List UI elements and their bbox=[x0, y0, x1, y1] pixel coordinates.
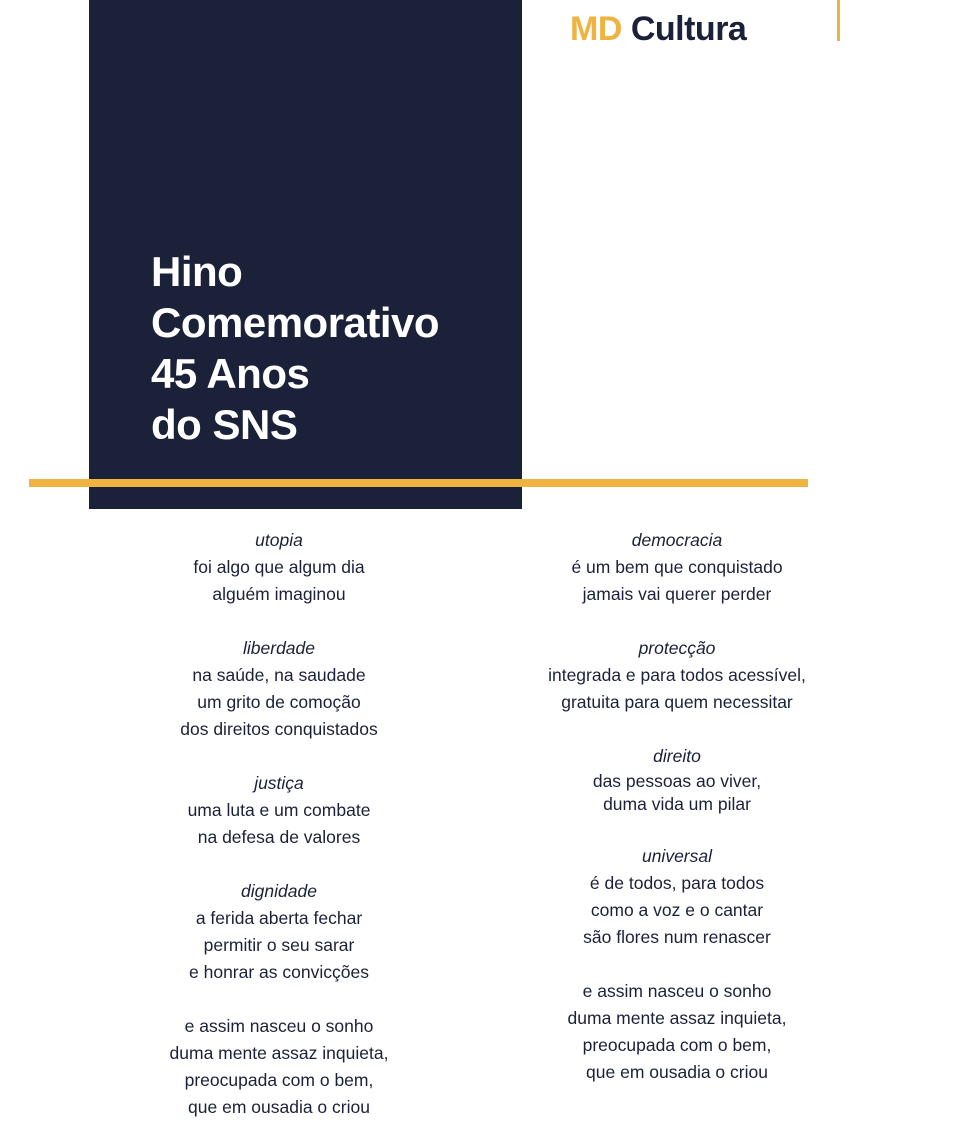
verse-line: jamais vai querer perder bbox=[582, 584, 772, 604]
stanza-keyword: protecção bbox=[638, 638, 716, 658]
verse-line: é um bem que conquistado bbox=[571, 557, 783, 577]
title-line: Comemorativo bbox=[151, 299, 440, 346]
verse-line: que em ousadia o criou bbox=[586, 1062, 768, 1082]
poem-column-right bbox=[527, 527, 827, 1113]
stanza-keyword: direito bbox=[653, 746, 701, 766]
verse-line: permitir o seu sarar bbox=[203, 935, 355, 955]
stanza bbox=[129, 878, 429, 986]
title-line: 45 Anos bbox=[151, 350, 310, 397]
stanza bbox=[129, 1013, 429, 1121]
stanza-keyword: universal bbox=[641, 846, 713, 866]
verse-line: foi algo que algum dia bbox=[193, 557, 365, 577]
verse-line: são flores num renascer bbox=[583, 927, 771, 947]
brand-md: MD bbox=[570, 10, 622, 48]
verse-line: gratuita para quem necessitar bbox=[561, 692, 793, 712]
verse-line: e honrar as convicções bbox=[189, 962, 369, 982]
verse-line: uma luta e um combate bbox=[187, 800, 371, 820]
stanza bbox=[129, 770, 429, 851]
verse-line: duma vida um pilar bbox=[603, 794, 751, 814]
stanza-keyword: utopia bbox=[255, 530, 303, 550]
stanza-keyword: liberdade bbox=[243, 638, 315, 658]
title-line: do SNS bbox=[151, 401, 298, 448]
poem-column-left bbox=[129, 527, 429, 1148]
stanza bbox=[129, 527, 429, 608]
verse-line: preocupada com o bem, bbox=[582, 1035, 772, 1055]
verse-line: como a voz e o cantar bbox=[590, 900, 764, 920]
verse-line: e assim nasceu o sonho bbox=[582, 981, 772, 1001]
stanza bbox=[527, 843, 827, 951]
verse-line: dos direitos conquistados bbox=[180, 719, 378, 739]
verse-line: duma mente assaz inquieta, bbox=[567, 1008, 787, 1028]
gold-divider bbox=[29, 479, 808, 487]
brand-accent-bar bbox=[837, 0, 840, 41]
stanza-keyword: democracia bbox=[631, 530, 723, 550]
verse-line: preocupada com o bem, bbox=[184, 1070, 374, 1090]
verse-line: que em ousadia o criou bbox=[188, 1097, 370, 1117]
verse-line: na saúde, na saudade bbox=[192, 665, 366, 685]
section-brand bbox=[570, 8, 746, 50]
verse-line: na defesa de valores bbox=[197, 827, 361, 847]
verse-line: integrada e para todos acessível, bbox=[548, 665, 806, 685]
stanza-keyword: justiça bbox=[254, 773, 304, 793]
verse-line: duma mente assaz inquieta, bbox=[169, 1043, 389, 1063]
verse-line: a ferida aberta fechar bbox=[195, 908, 363, 928]
stanza-keyword: dignidade bbox=[241, 881, 317, 901]
page-title bbox=[151, 246, 511, 450]
stanza bbox=[129, 635, 429, 743]
title-line: Hino bbox=[151, 248, 243, 295]
verse-line: das pessoas ao viver, bbox=[592, 771, 762, 791]
stanza bbox=[527, 527, 827, 608]
stanza bbox=[527, 635, 827, 716]
brand-cultura: Cultura bbox=[630, 10, 747, 48]
stanza bbox=[527, 978, 827, 1086]
verse-line: é de todos, para todos bbox=[589, 873, 765, 893]
verse-line: alguém imaginou bbox=[212, 584, 346, 604]
verse-line: e assim nasceu o sonho bbox=[184, 1016, 374, 1036]
verse-line: um grito de comoção bbox=[197, 692, 361, 712]
stanza bbox=[527, 743, 827, 816]
